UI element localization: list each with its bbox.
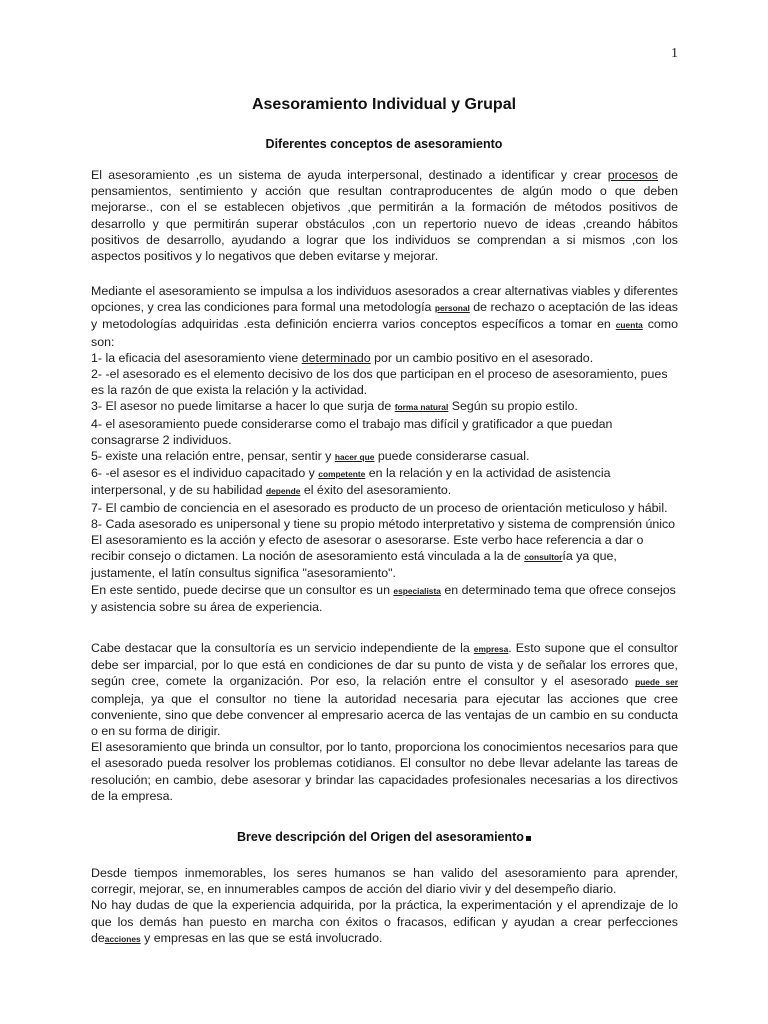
paragraph-7-and-8 [91, 865, 678, 947]
paragraph-2-and-list [91, 283, 678, 615]
link-acciones[interactable]: acciones [104, 933, 141, 944]
list-item-6: 6- -el asesor es el individuo capacitado y competente en la relación y en la actividad de asistencia interpersonal, y de su habilidad depende el éxito del asesoramiento. [91, 466, 611, 498]
bullet-square-icon [526, 836, 531, 841]
section-heading-origin: Breve descripción del Origen del asesoramiento [0, 829, 768, 845]
link-puede-ser[interactable]: puede ser [635, 677, 678, 688]
paragraph-3: El asesoramiento es la acción y efecto de asesorar o asesorarse. Este verbo hace referencia a dar o recibir consejo o dictamen. La noción de asesoramiento está vinculada a la de consultoría ya que, justamente, el latín consultus significa "asesoramiento". [91, 533, 644, 581]
link-empresa[interactable]: empresa [473, 644, 509, 654]
link-procesos[interactable]: procesos [607, 168, 658, 182]
paragraph-4: En este sentido, puede decirse que un consultor es un especialista en determinado tema que ofrece consejos y asistencia sobre su área de experiencia. [91, 582, 676, 614]
list-item-8: 8- Cada asesorado es unipersonal y tiene su propio método interpretativo y sistema de comprensión único [91, 516, 676, 531]
list-item-2: 2- -el asesorado es el elemento decisivo de los dos que participan en el proceso de asesoramiento, pues es la razón de que exista la relación y la actividad. [91, 367, 668, 398]
link-personal[interactable]: personal [434, 303, 470, 314]
list-item-4: 4- el asesoramiento puede considerarse como el trabajo mas difícil y gratificador a que puedan consagrarse 2 individuos. [91, 416, 613, 447]
link-depende[interactable]: depende [265, 486, 301, 497]
section-heading: Diferentes conceptos de asesoramiento [265, 137, 503, 151]
link-hacer-que[interactable]: hacer que [334, 452, 375, 463]
link-cuenta[interactable]: cuenta [615, 320, 643, 331]
link-determinado[interactable]: determinado [301, 350, 371, 365]
list-item-3: 3- El asesor no puede limitarse a hacer lo que surja de forma natural Según su propio estilo. [91, 399, 578, 414]
link-competente[interactable]: competente [318, 469, 366, 480]
list-item-1: 1- la eficacia del asesoramiento viene determinado por un cambio positivo en el asesorado. [91, 350, 594, 365]
paragraph-7: Desde tiempos inmemorables, los seres humanos se han valido del asesoramiento para aprender, corregir, mejorar, se, en innumerables campos de acción del diario vivir y del desempeño diario. [91, 866, 678, 897]
document-title: Asesoramiento Individual y Grupal [251, 96, 517, 113]
link-especialista[interactable]: especialista [393, 585, 441, 596]
paragraph-2: Mediante el asesoramiento se impulsa a los individuos asesorados a crear alternativas viables y diferentes opciones, y crea las condiciones para formal una metodología personal de rechazo o aceptación de las ideas y metodologías adquiridas .esta definición encierra varios conceptos específicos a tomar en cuenta como son: [91, 284, 678, 349]
paragraph-6: El asesoramiento que brinda un consultor, por lo tanto, proporciona los conocimientos necesarios para que el asesorado pueda resolver los problemas cotidianos. El consultor no debe llevar adelante las tareas de resolución; en cambio, debe asesorar y brindar las capacidades profesionales necesarias a los directivos de la empresa. [91, 740, 678, 803]
list-item-7: 7- El cambio de conciencia en el asesorado es producto de un proceso de orientación meticuloso y hábil. [91, 500, 668, 515]
paragraph-1: El asesoramiento ,es un sistema de ayuda interpersonal, destinado a identificar y crear procesos de pensamientos, sentimiento y acción que resultan contraproducentes de algún modo o que deben mejorarse., con el se establecen objetivos ,que permitirán a la formación de métodos positivos de desarrollo y que permitirán superar obstáculos ,con un repertorio nuevo de ideas ,creando hábitos positivos de desarrollo, ayudando a lograr que los individuos se comprendan a si mismos ,con los aspectos positivos y lo negativos que deben evitarse y mejorar. [91, 168, 678, 264]
link-forma-natural[interactable]: forma natural [394, 402, 449, 413]
page-number: 1 [671, 46, 678, 61]
paragraph-8: No hay dudas de que la experiencia adquirida, por la práctica, la experimentación y el aprendizaje de lo que los demás han puesto en marcha con éxitos o fracasos, edifican y ayudan a crear perfecciones deacciones y empresas en las que se está involucrado. [91, 898, 678, 945]
list-item-5: 5- existe una relación entre, pensar, sentir y hacer que puede considerarse casual. [91, 449, 530, 464]
link-consultor[interactable]: consultor [524, 552, 563, 563]
paragraph-5: Cabe destacar que la consultoría es un servicio independiente de la empresa. Esto supone que el consultor debe ser imparcial, por lo que está en condiciones de dar su punto de vista y de señalar los errores que, según cree, comete la organización. Por eso, la relación entre el consultor y el asesorado puede ser compleja, ya que el consultor no tiene la autoridad necesaria para ejecutar las acciones que cree conveniente, sino que debe convencer al empresario acerca de las ventajas de un cambio en su conducta o en su forma de dirigir. [91, 641, 678, 739]
paragraph-5-and-6 [91, 640, 678, 804]
